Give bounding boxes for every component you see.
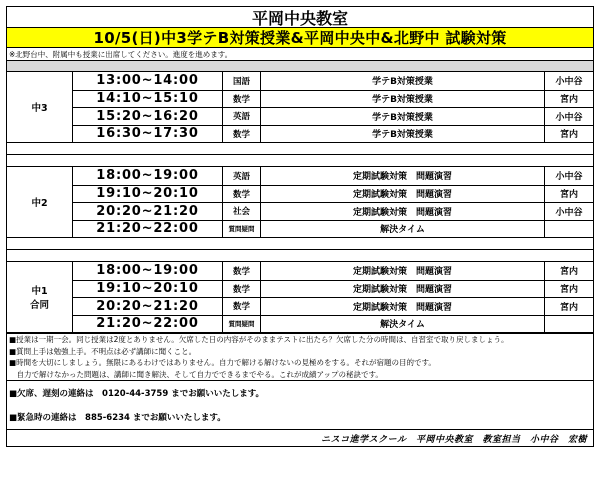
time-cell: 16:30~17:30	[73, 126, 223, 143]
teacher-cell: 小中谷	[555, 77, 583, 88]
content-cell: 定期試験対策 問題演習	[261, 203, 545, 220]
table-row	[73, 125, 593, 143]
time-cell: 15:20~16:20	[73, 108, 223, 125]
emergency-contact: ■緊急時の連絡は 885-6234 までお願いいたします。	[9, 413, 226, 423]
content-cell: 学テB対策授業	[261, 72, 545, 90]
content-cell: 定期試験対策 問題演習	[261, 167, 545, 185]
teacher-cell: 小中谷	[555, 207, 583, 218]
content-cell: 学テB対策授業	[261, 126, 545, 143]
classroom-title: 平岡中央教室	[6, 6, 594, 28]
blank-row	[6, 143, 594, 155]
teacher-cell	[545, 221, 593, 238]
event-banner: 10/5(日)中3学テB対策授業&平岡中央中&北野中 試験対策	[6, 28, 594, 48]
time-cell: 18:00~19:00	[73, 262, 223, 280]
subject-cell: 数学	[223, 126, 261, 143]
table-row	[73, 202, 593, 220]
grade-label-line: 合同	[29, 300, 49, 311]
content-cell: 学テB対策授業	[261, 108, 545, 125]
time-cell: 21:20~22:00	[73, 221, 223, 238]
teacher-cell: 宮内	[559, 95, 578, 106]
content-cell: 定期試験対策 問題演習	[261, 298, 545, 315]
footer-note: 自力で解けなかった問題は、講師に聞き解決、そして自力でできるまでやる。これが成績アップの秘訣です。	[9, 369, 383, 379]
blank-row	[6, 238, 594, 250]
table-row	[73, 167, 593, 185]
content-cell: 解決タイム	[261, 316, 545, 333]
content-cell: 解決タイム	[261, 221, 545, 238]
teacher-cell: 宮内	[559, 302, 578, 313]
table-row	[73, 220, 593, 238]
grade-label-line: 中2	[31, 198, 48, 209]
table-row	[73, 315, 593, 333]
absence-contact: ■欠席、遅刻の連絡は 0120-44-3759 までお願いいたします。	[7, 380, 593, 405]
subject-cell: 数学	[223, 91, 261, 108]
footer-notes	[6, 333, 594, 447]
table-row	[73, 107, 593, 125]
footer-note: ■授業は一期一会。同じ授業は2度とありません。欠席した日の内容がそのままテストに出たら？欠席した分の時間は、自習室で取り戻しましょう。	[9, 335, 509, 344]
table-row	[73, 297, 593, 315]
footer-note: ■時間を大切にしましょう。無限にあるわけではありません。自力で解ける解けないの見極めをする。それが宿題の目的です。	[9, 358, 436, 367]
subject-cell: 社会	[223, 203, 261, 220]
teacher-cell: 宮内	[559, 130, 578, 141]
subject-cell: 英語	[223, 167, 261, 185]
grade-group-chu1	[6, 262, 594, 333]
time-cell: 19:10~20:10	[73, 186, 223, 203]
teacher-cell: 宮内	[559, 285, 578, 296]
subject-cell: 数学	[223, 281, 261, 298]
time-cell: 14:10~15:10	[73, 91, 223, 108]
time-cell: 18:00~19:00	[73, 167, 223, 185]
time-cell: 20:20~21:20	[73, 203, 223, 220]
table-row	[73, 185, 593, 203]
subject-cell: 英語	[223, 108, 261, 125]
table-row	[73, 262, 593, 280]
time-cell: 13:00~14:00	[73, 72, 223, 90]
schedule-sheet	[6, 6, 594, 447]
teacher-cell: 小中谷	[555, 172, 583, 183]
grade-group-chu3	[6, 72, 594, 143]
time-cell: 19:10~20:10	[73, 281, 223, 298]
time-cell: 20:20~21:20	[73, 298, 223, 315]
gray-divider	[6, 61, 594, 72]
content-cell: 定期試験対策 問題演習	[261, 281, 545, 298]
subject-cell: 数学	[223, 186, 261, 203]
footer-note: ■質問上手は勉強上手。不明点は必ず講師に聞くこと。	[9, 346, 197, 356]
subject-cell: 質問疑問	[223, 221, 261, 238]
content-cell: 定期試験対策 問題演習	[261, 186, 545, 203]
subject-cell: 数学	[223, 262, 261, 280]
teacher-cell: 宮内	[559, 267, 578, 278]
table-row	[73, 280, 593, 298]
grade-group-chu2	[6, 167, 594, 238]
time-cell: 21:20~22:00	[73, 316, 223, 333]
subject-cell: 国語	[223, 72, 261, 90]
content-cell: 定期試験対策 問題演習	[261, 262, 545, 280]
table-row	[73, 72, 593, 90]
subject-cell: 質問疑問	[223, 316, 261, 333]
subject-cell: 数学	[223, 298, 261, 315]
school-credit: ニスコ進学スクール 平岡中央教室 教室担当 小中谷 宏樹	[7, 429, 593, 447]
blank-row	[6, 250, 594, 262]
blank-row	[6, 155, 594, 167]
grade-label	[7, 262, 73, 332]
grade-label	[7, 167, 73, 237]
teacher-cell: 小中谷	[555, 112, 583, 123]
attendance-note: ※北野台中、附属中も授業に出席してください。進度を進めます。	[6, 48, 594, 61]
grade-label-line: 中1	[31, 286, 48, 297]
grade-label-line: 中3	[31, 103, 48, 114]
grade-label	[7, 72, 73, 142]
teacher-cell: 宮内	[559, 190, 578, 201]
content-cell: 学テB対策授業	[261, 91, 545, 108]
teacher-cell	[545, 316, 593, 333]
table-row	[73, 90, 593, 108]
